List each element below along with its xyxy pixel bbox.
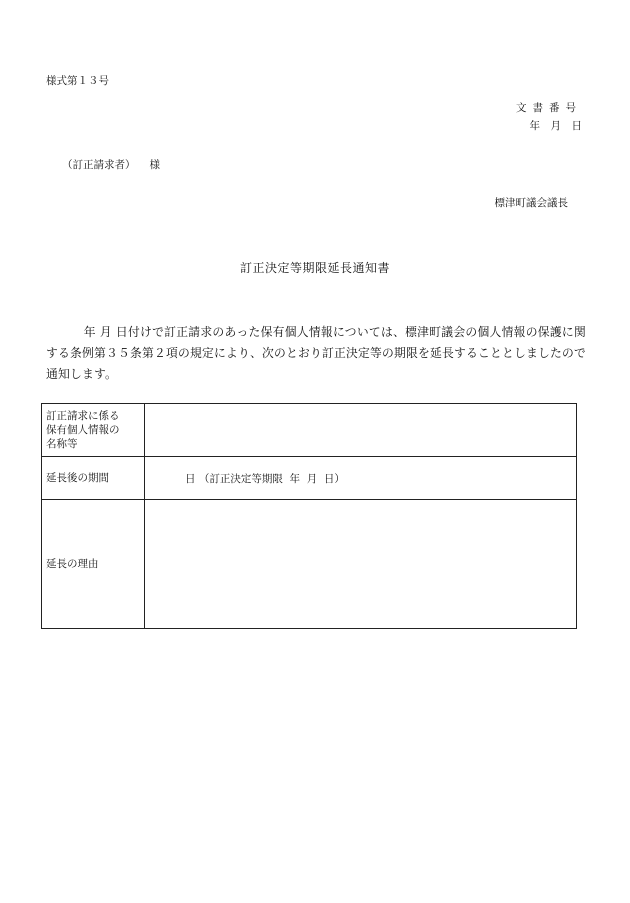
form-number: 様式第１３号 — [46, 75, 109, 87]
label-line: 訂正請求に係る — [46, 410, 120, 422]
sender: 標津町議会議長 — [494, 197, 568, 209]
extension-reason-value — [145, 500, 577, 629]
table-row — [42, 457, 577, 500]
table-row — [42, 404, 577, 457]
label-line: 保有個人情報の — [46, 424, 120, 436]
body-paragraph: 年 月 日付けで訂正請求のあった保有個人情報については、標津町議会の個人情報の保護に関する条例第３５条第２項の規定により、次のとおり訂正決定等の期限を延長することとしましたので通知します。 — [46, 325, 586, 381]
table-row — [42, 500, 577, 629]
details-table — [41, 403, 577, 629]
extended-period-label — [42, 457, 145, 500]
request-info-value — [145, 404, 577, 457]
recipient — [62, 157, 160, 172]
label-line: 延長後の期間 — [46, 472, 109, 484]
extended-period-value: 日 （訂正決定等期限 年 月 日） — [145, 457, 577, 500]
issue-date: 年 月 日 — [529, 120, 582, 132]
label-line: 延長の理由 — [46, 558, 99, 570]
request-info-label — [42, 404, 145, 457]
document-title: 訂正決定等期限延長通知書 — [239, 261, 390, 275]
extension-reason-label — [42, 500, 145, 629]
recipient-name-label: （訂正請求者） — [62, 159, 136, 171]
recipient-honorific: 様 — [149, 159, 160, 171]
document-number-label: 文書番号 — [516, 102, 582, 114]
label-line: 名称等 — [46, 438, 78, 450]
